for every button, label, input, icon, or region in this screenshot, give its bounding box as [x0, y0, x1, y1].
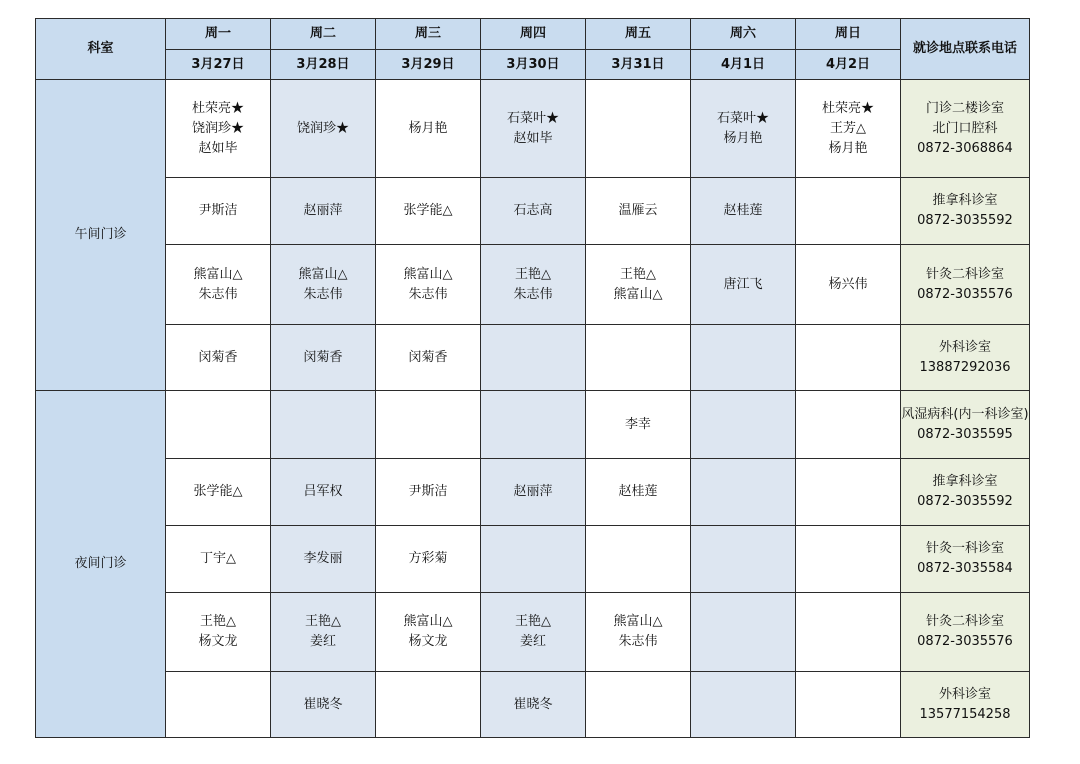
day-header-fri: 周五	[586, 19, 691, 50]
schedule-cell	[691, 325, 796, 391]
schedule-cell: 温雁云	[586, 178, 691, 245]
contact-header: 就诊地点联系电话	[901, 19, 1030, 80]
schedule-cell	[166, 391, 271, 459]
date-header-fri: 3月31日	[586, 50, 691, 80]
schedule-cell	[691, 672, 796, 738]
table-row	[36, 526, 1030, 593]
schedule-cell: 王艳△ 朱志伟	[481, 245, 586, 325]
dept-header: 科室	[36, 19, 166, 80]
schedule-cell: 王艳△ 姜红	[481, 593, 586, 672]
schedule-cell: 杨兴伟	[796, 245, 901, 325]
location-cell: 推拿科诊室 0872-3035592	[901, 459, 1030, 526]
schedule-cell: 熊富山△ 杨文龙	[376, 593, 481, 672]
schedule-cell: 李发丽	[271, 526, 376, 593]
schedule-cell: 张学能△	[376, 178, 481, 245]
schedule-cell	[586, 325, 691, 391]
schedule-cell	[481, 391, 586, 459]
schedule-cell: 石菜叶★ 杨月艳	[691, 80, 796, 178]
schedule-cell: 赵丽萍	[271, 178, 376, 245]
day-header-thu: 周四	[481, 19, 586, 50]
schedule-cell	[796, 178, 901, 245]
schedule-cell: 杜荣亮★ 王芳△ 杨月艳	[796, 80, 901, 178]
schedule-cell	[691, 391, 796, 459]
date-header-wed: 3月29日	[376, 50, 481, 80]
date-header-sun: 4月2日	[796, 50, 901, 80]
day-header-mon: 周一	[166, 19, 271, 50]
table-row	[36, 672, 1030, 738]
table-row	[36, 325, 1030, 391]
day-header-wed: 周三	[376, 19, 481, 50]
schedule-cell: 赵桂莲	[691, 178, 796, 245]
schedule-body	[36, 80, 1030, 738]
schedule-cell: 张学能△	[166, 459, 271, 526]
table-row	[36, 80, 1030, 178]
schedule-cell	[796, 391, 901, 459]
day-header-tue: 周二	[271, 19, 376, 50]
schedule-cell	[586, 672, 691, 738]
schedule-cell: 熊富山△ 朱志伟	[376, 245, 481, 325]
schedule-cell: 丁宇△	[166, 526, 271, 593]
schedule-cell: 赵桂莲	[586, 459, 691, 526]
schedule-cell: 吕军权	[271, 459, 376, 526]
location-cell: 门诊二楼诊室 北门口腔科 0872-3068864	[901, 80, 1030, 178]
header-date-row	[36, 50, 1030, 80]
schedule-cell: 饶润珍★	[271, 80, 376, 178]
schedule-cell: 李幸	[586, 391, 691, 459]
schedule-cell	[376, 391, 481, 459]
table-row	[36, 178, 1030, 245]
schedule-cell	[481, 325, 586, 391]
schedule-cell	[586, 526, 691, 593]
section-label: 午间门诊	[36, 80, 166, 391]
schedule-cell	[691, 526, 796, 593]
day-header-sun: 周日	[796, 19, 901, 50]
location-cell: 针灸一科诊室 0872-3035584	[901, 526, 1030, 593]
date-header-sat: 4月1日	[691, 50, 796, 80]
schedule-cell	[271, 391, 376, 459]
location-cell: 外科诊室 13887292036	[901, 325, 1030, 391]
schedule-cell: 杨月艳	[376, 80, 481, 178]
table-row	[36, 391, 1030, 459]
schedule-cell: 熊富山△ 朱志伟	[166, 245, 271, 325]
schedule-cell	[376, 672, 481, 738]
schedule-cell	[691, 593, 796, 672]
schedule-cell: 王艳△ 熊富山△	[586, 245, 691, 325]
schedule-cell: 赵丽萍	[481, 459, 586, 526]
schedule-cell: 崔晓冬	[271, 672, 376, 738]
schedule-cell: 尹斯洁	[166, 178, 271, 245]
schedule-cell: 熊富山△ 朱志伟	[271, 245, 376, 325]
date-header-thu: 3月30日	[481, 50, 586, 80]
schedule-cell	[166, 672, 271, 738]
location-cell: 风湿病科(内一科诊室) 0872-3035595	[901, 391, 1030, 459]
schedule-cell: 尹斯洁	[376, 459, 481, 526]
location-cell: 针灸二科诊室 0872-3035576	[901, 593, 1030, 672]
schedule-cell	[796, 325, 901, 391]
schedule-cell	[691, 459, 796, 526]
table-row	[36, 459, 1030, 526]
schedule-cell	[796, 526, 901, 593]
schedule-cell: 熊富山△ 朱志伟	[586, 593, 691, 672]
schedule-cell: 王艳△ 杨文龙	[166, 593, 271, 672]
schedule-cell: 方彩菊	[376, 526, 481, 593]
schedule-cell: 杜荣亮★ 饶润珍★ 赵如毕	[166, 80, 271, 178]
schedule-cell: 唐江飞	[691, 245, 796, 325]
schedule-cell	[586, 80, 691, 178]
location-cell: 针灸二科诊室 0872-3035576	[901, 245, 1030, 325]
schedule-cell: 崔晓冬	[481, 672, 586, 738]
schedule-cell: 闵菊香	[166, 325, 271, 391]
location-cell: 外科诊室 13577154258	[901, 672, 1030, 738]
date-header-tue: 3月28日	[271, 50, 376, 80]
table-row	[36, 593, 1030, 672]
section-label: 夜间门诊	[36, 391, 166, 738]
header-day-row	[36, 19, 1030, 50]
date-header-mon: 3月27日	[166, 50, 271, 80]
schedule-cell: 闵菊香	[271, 325, 376, 391]
schedule-cell: 王艳△ 姜红	[271, 593, 376, 672]
schedule-cell: 石菜叶★ 赵如毕	[481, 80, 586, 178]
schedule-cell	[796, 593, 901, 672]
schedule-cell: 闵菊香	[376, 325, 481, 391]
day-header-sat: 周六	[691, 19, 796, 50]
location-cell: 推拿科诊室 0872-3035592	[901, 178, 1030, 245]
schedule-table	[35, 18, 1030, 738]
schedule-cell	[796, 672, 901, 738]
schedule-cell	[481, 526, 586, 593]
schedule-cell: 石志高	[481, 178, 586, 245]
schedule-cell	[796, 459, 901, 526]
table-row	[36, 245, 1030, 325]
